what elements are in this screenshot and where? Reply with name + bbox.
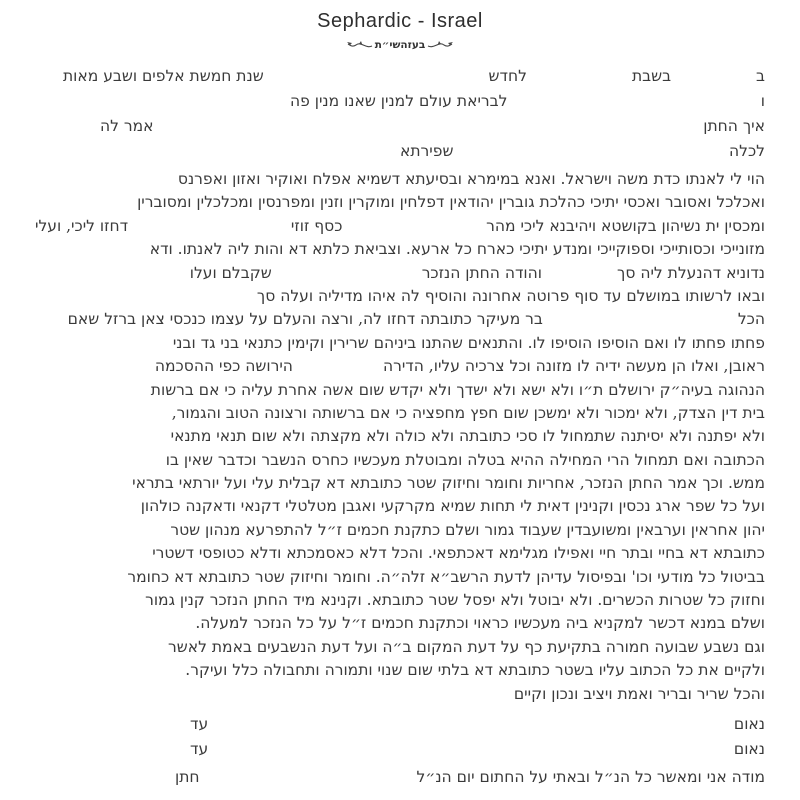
month-label: לחדש xyxy=(488,67,527,85)
ketubah-text-block xyxy=(35,64,765,800)
witness-line-1 xyxy=(35,712,765,737)
body-line-closing: והכל שריר ובריר ואמת ויציב ונכון וקיים xyxy=(513,684,765,703)
blank-total-amount xyxy=(543,323,738,324)
residence-clause: ראובן, ואלו הן מעשה ידיה לו מזונה וכל צרכיה עליו, הדירה xyxy=(382,357,765,376)
silver-zuzim-label: כסף זוזי xyxy=(290,216,343,235)
blank-year-count xyxy=(507,105,760,106)
body-line: הכתובה ואם תמחול הרי המחילה ההיא בטלה ומבוטלת מעכשיו כחרס הנשבר וכדבר שאין בו xyxy=(165,450,765,469)
groom-label: איך החתן xyxy=(703,117,765,135)
blank-groom-name xyxy=(154,130,704,131)
blank-mohar-amount xyxy=(342,230,486,231)
body-line: מזונייכי וכסותייכי וספוקייכי ומנדע יתיכי כארח כל ארעא. וצביאת כלתא דא והות ליה לאנתו. ודא xyxy=(149,240,765,259)
body-line-residence xyxy=(35,355,765,378)
body-line: ולא יפתנה ולא יסיתנה שתמחול לו סכי כתובתה ולא כולה ולא מקצתה ולא שום תנאי מתנאי xyxy=(170,427,765,446)
body-line: כתובתא דא בחיי ובתר חיי ואפילו מגלימא דאכתפאי. והכל דלא כאסמכתא ודלא כטופסי דשטרי xyxy=(152,544,765,563)
body-line: וחזוק כל שטרות הכשרים. ולא יבוטל ולא יפסל שטר כתובתא. וקנינא מיד החתן הנזכר קנין גמור xyxy=(145,591,765,610)
blank-day-of-month xyxy=(527,80,632,81)
total-label: הכל xyxy=(737,310,765,329)
creation-era-label: לבריאת עולם למנין שאנו מנין פה xyxy=(290,92,508,110)
blank-month-name xyxy=(264,80,489,81)
witness-label: עד xyxy=(190,714,209,733)
page-title: Sephardic - Israel xyxy=(317,10,483,32)
witness-label: עד xyxy=(190,739,209,758)
blank-groom-signature xyxy=(200,781,417,782)
in-shabbat-label: בשבת xyxy=(631,67,672,85)
blank-dowry-amount xyxy=(542,277,617,278)
bsd-blessing-text: בעזהשי״ת xyxy=(374,39,426,51)
bride-label: לכלה xyxy=(729,142,765,160)
mohar-close: דחזו ליכי, ועלי xyxy=(35,216,129,235)
header-line-date xyxy=(35,64,765,89)
vine-flourish-left-icon xyxy=(347,38,373,52)
vine-flourish-right-icon xyxy=(427,38,453,52)
body-line: הוי לי לאנתו כדת משה וישראל. ואנא במימרא ובסיעתא דשמיא אפלח ואוקיר ואזון ואפרנס xyxy=(177,170,765,188)
groom-signature-line xyxy=(35,765,765,790)
body-line-mohar xyxy=(35,215,765,238)
body-line: ובאו לרשותו במושלם עד סוף פרוטה אחרונה והוסיף לה איהו מדיליה ועלה סך xyxy=(256,286,765,305)
blank-dowry-amount-2 xyxy=(272,277,422,278)
body-line: ועל כל שפר ארג נכסין וקנינין דאית לי תחות שמיא מקרקעי ואגבן מטלטלי דקנאי ודאקנה כולהון xyxy=(140,497,765,516)
body-line-total xyxy=(35,308,765,331)
blank-residence xyxy=(293,370,383,371)
body-line: ואכלכל ואסובר ואכסי יתיכי כהלכת גוברין יהודאין דפלחין ומוקרין וזנין ומפרנסין ומכלכלין ומסוברין xyxy=(137,193,765,212)
header-line-bride xyxy=(35,139,765,164)
header-line-year-place xyxy=(35,89,765,114)
signature-block xyxy=(35,712,765,790)
neum-label: נאום xyxy=(733,714,765,733)
day-prefix: ב xyxy=(756,67,765,85)
header-ornament xyxy=(0,35,800,55)
body-line: יהון אחראין וערבאין ומשועבדין שעבוד גמור ושלם כתקנת חכמים ז״ל להתפרעא מנהון שטר xyxy=(170,520,765,539)
body-line: ושלם במנא דכשר למקניא ביה מעכשיו כראוי וכתקנת חכמים ז״ל על כל הנזכר למעלה. xyxy=(195,614,765,633)
groom-label: חתן xyxy=(175,767,200,786)
neum-label: נאום xyxy=(733,739,765,758)
blank-mohar-amount-2 xyxy=(128,230,291,231)
body-line: ולקיים את כל הכתוב עליו בשטר כתובתא דא בלתי שום שנוי ותמורה ותחבולה כלל ועיקר. xyxy=(185,661,765,680)
body-line: בית דין הצדק, ולא ימכור ולא ימשכן שום חפץ מחפציה כי אם ברשותה ורצונה הטוב והגמור, xyxy=(171,403,765,422)
blank-witness-2-signature xyxy=(208,753,734,754)
body-line: פחתו פחתו לו ואם הוסיפו הוסיפו לו. והתנאים שהתנו ביניהם שרירין וקימין כתנאי בני גד ובני xyxy=(172,333,765,352)
groom-acknowledged-label: והודה החתן הנזכר xyxy=(421,263,543,282)
total-clause: בר מעיקר כתובתה דחזו לה, ורצה והעלם על עצמו כנכסי צאן ברזל שאם xyxy=(67,310,543,329)
blank-bride-name xyxy=(453,155,729,156)
groom-affirmation: מודה אני ומאשר כל הנ״ל ובאתי על החתום יום הנ״ל xyxy=(416,767,765,786)
bride-praise-label: שפירתא xyxy=(400,142,454,160)
dowry-received-label: שקבלם ועלו xyxy=(189,263,272,282)
year-vav-prefix: ו xyxy=(760,92,765,110)
header-line-groom xyxy=(35,114,765,139)
body-line-dowry xyxy=(35,262,765,285)
body-line: וגם נשבע שבועה חמורה בתקיעת כף על דעת המקום ב״ה ועל דעת הנשבעים באמת לאשר xyxy=(168,637,765,656)
body-line: הנהוגה בעיה״ק ירושלם ת״ו ולא ישא ולא ישדך ולא יקדש שום אשה אחרת עליה כי אם ברשות xyxy=(150,380,765,399)
body-line: ממש. וכך אמר החתן הנזכר, אחריות וחומר וחיזוק שטר כתובתא דא קבלית עלי ועל יורתאי בתראי xyxy=(132,474,765,493)
body-line: בביטול כל מודעי וכו' ובפיסול עדיהן לדעת הרשב״א זלה״ה. וחומר וחיזוק שטר כתובתא דא כחומר xyxy=(127,567,765,586)
witness-line-2 xyxy=(35,737,765,762)
blank-day-of-week xyxy=(671,80,756,81)
year-label: שנת חמשת אלפים ושבע מאות xyxy=(63,67,264,85)
blank-witness-1-signature xyxy=(208,728,734,729)
inheritance-clause: הירושה כפי ההסכמה xyxy=(154,357,293,376)
mohar-intro: ומכסין ית נשיהון בקושטא ויהיבנא ליכי מהר xyxy=(486,216,765,235)
dowry-intro: נדוניא דהנעלת ליה סך xyxy=(617,263,765,282)
said-to-her-label: אמר לה xyxy=(100,117,154,135)
